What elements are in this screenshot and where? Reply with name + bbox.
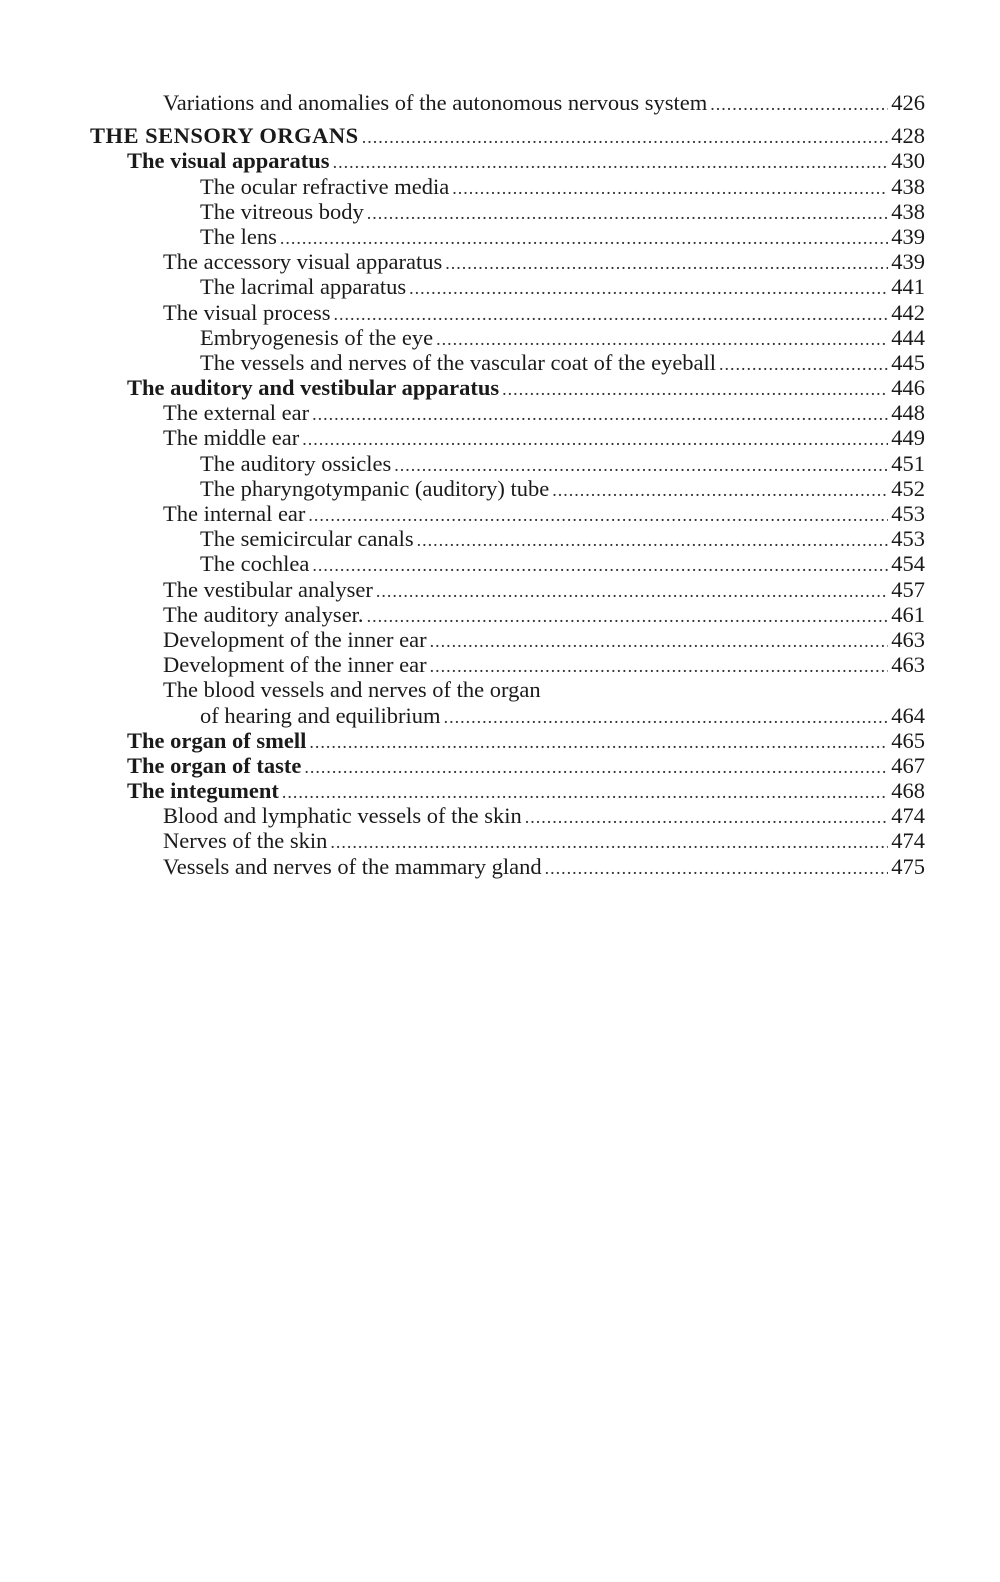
toc-entry-title: The organ of smell — [127, 727, 307, 753]
toc-entry — [0, 602, 1000, 627]
toc-entry-page-number: 463 — [891, 652, 925, 678]
toc-entry-page-number: 451 — [891, 450, 925, 476]
dot-leader — [430, 654, 888, 679]
toc-entry-page-number: 453 — [891, 526, 925, 552]
toc-entry-page-number: 463 — [891, 626, 925, 652]
dot-leader — [367, 604, 888, 629]
toc-entry-title: Nerves of the skin — [163, 828, 328, 854]
toc-entry — [0, 703, 1000, 728]
toc-entry — [0, 350, 1000, 375]
toc-entry-title: The internal ear — [163, 501, 306, 526]
toc-entry — [0, 551, 1000, 576]
toc-entry-page-number: 442 — [891, 299, 925, 325]
dot-leader — [280, 226, 888, 251]
toc-entry-page-number: 454 — [891, 551, 925, 577]
toc-entry-page-number: 475 — [891, 853, 925, 879]
toc-entry — [0, 577, 1000, 602]
toc-entry — [0, 123, 1000, 148]
dot-leader — [436, 327, 888, 352]
toc-entry — [0, 476, 1000, 501]
toc-entry-page-number: 465 — [891, 727, 925, 753]
dot-leader — [362, 125, 888, 150]
dot-leader — [312, 553, 888, 578]
toc-entry — [0, 199, 1000, 224]
toc-entry-page-number: 439 — [891, 249, 925, 275]
dot-leader — [502, 377, 888, 402]
dot-leader — [308, 503, 888, 528]
dot-leader — [430, 629, 888, 654]
toc-entry-title: of hearing and equilibrium — [200, 702, 441, 728]
toc-entry-title: The external ear — [163, 400, 310, 426]
toc-entry-page-number: 439 — [891, 223, 925, 249]
toc-entry-title: THE SENSORY ORGANS — [90, 123, 359, 149]
toc-entry-page-number: 438 — [891, 173, 925, 199]
toc-entry — [0, 274, 1000, 299]
toc-entry — [0, 174, 1000, 199]
dot-leader — [552, 478, 888, 503]
toc-entry-title: The lacrimal apparatus — [200, 274, 407, 300]
toc-entry-title: The vessels and nerves of the vascular coat of the eyeball — [200, 349, 717, 375]
toc-entry-title: The accessory visual apparatus — [163, 249, 443, 275]
toc-entry — [0, 325, 1000, 350]
dot-leader — [394, 453, 888, 478]
toc-entry — [0, 501, 1000, 526]
dot-leader — [330, 830, 888, 855]
toc-entry-title: The organ of taste — [127, 752, 302, 778]
dot-leader — [302, 427, 888, 452]
toc-entry-title: Blood and lymphatic vessels of the skin — [163, 803, 522, 829]
toc-entry — [0, 652, 1000, 677]
toc-entry — [0, 148, 1000, 173]
toc-entry — [0, 803, 1000, 828]
toc-entry-page-number: 448 — [891, 400, 925, 426]
toc-entry-title: The blood vessels and nerves of the organ — [163, 677, 541, 703]
toc-entry-page-number: 474 — [891, 803, 925, 829]
dot-leader — [417, 528, 888, 553]
toc-entry — [0, 90, 1000, 115]
toc-entry — [0, 854, 1000, 879]
toc-entry-title: The visual process — [163, 299, 331, 325]
toc-entry-title: The auditory ossicles — [200, 450, 392, 476]
toc-entry — [0, 249, 1000, 274]
toc-entry — [0, 526, 1000, 551]
toc-entry-page-number: 474 — [891, 828, 925, 854]
toc-entry-title: The lens — [200, 223, 277, 249]
toc-entry-page-number: 445 — [891, 349, 925, 375]
toc-entry — [0, 828, 1000, 853]
toc-entry-title: The pharyngotympanic (auditory) tube — [200, 475, 550, 501]
dot-leader — [409, 276, 888, 301]
toc-entry-title: The vitreous body — [200, 198, 364, 224]
toc-entry-title: Vessels and nerves of the mammary gland — [163, 853, 542, 879]
toc-entry-page-number: 457 — [891, 576, 925, 602]
dot-leader — [312, 402, 888, 427]
dot-leader — [719, 352, 888, 377]
dot-leader — [309, 730, 888, 755]
dot-leader — [444, 705, 888, 730]
toc-entry — [0, 728, 1000, 753]
toc-entry-title: The visual apparatus — [127, 148, 330, 174]
dot-leader — [710, 92, 888, 117]
toc-entry-page-number: 438 — [891, 198, 925, 224]
toc-entry-title: The vestibular analyser — [163, 576, 373, 602]
toc-entry-page-number: 468 — [891, 778, 925, 804]
toc-entry-title: Development of the inner ear — [163, 626, 427, 652]
dot-leader — [445, 251, 888, 276]
toc-entry-title: The auditory analyser. — [163, 601, 364, 627]
toc-entry — [0, 451, 1000, 476]
dot-leader — [525, 805, 888, 830]
dot-leader — [333, 302, 888, 327]
dot-leader — [367, 201, 888, 226]
toc-entry-title: The integument — [127, 778, 279, 804]
toc-entry — [0, 627, 1000, 652]
toc-entry-page-number: 467 — [891, 752, 925, 778]
toc-entry-title: The cochlea — [200, 551, 310, 577]
toc-entry-page-number: 453 — [891, 501, 925, 526]
toc-entry-page-number: 461 — [891, 601, 925, 627]
toc-entry-page-number: 449 — [891, 425, 925, 451]
toc-entry — [0, 753, 1000, 778]
toc-entry — [0, 677, 1000, 702]
toc-entry-title: The semicircular canals — [200, 526, 414, 552]
toc-entry-page-number: 464 — [891, 702, 925, 728]
toc-entry — [0, 224, 1000, 249]
table-of-contents — [0, 90, 1000, 879]
toc-entry-page-number: 444 — [891, 324, 925, 350]
dot-leader — [282, 780, 888, 805]
toc-entry-title: The ocular refractive media — [200, 173, 450, 199]
toc-entry-title: The middle ear — [163, 425, 300, 451]
toc-entry-title: Development of the inner ear — [163, 652, 427, 678]
dot-leader — [333, 150, 888, 175]
toc-entry-page-number: 441 — [891, 274, 925, 300]
toc-entry — [0, 778, 1000, 803]
dot-leader — [452, 176, 888, 201]
toc-entry — [0, 425, 1000, 450]
toc-entry-page-number: 428 — [891, 123, 925, 149]
toc-entry-title: Variations and anomalies of the autonomous nervous system — [163, 90, 708, 115]
dot-leader — [304, 755, 888, 780]
toc-entry — [0, 400, 1000, 425]
toc-entry — [0, 300, 1000, 325]
toc-entry-title: Embryogenesis of the eye — [200, 324, 434, 350]
toc-entry-page-number: 426 — [891, 90, 925, 115]
toc-entry-page-number: 446 — [891, 375, 925, 401]
toc-entry-page-number: 452 — [891, 475, 925, 501]
dot-leader — [376, 579, 888, 604]
dot-leader — [545, 856, 888, 881]
toc-entry — [0, 375, 1000, 400]
toc-entry-title: The auditory and vestibular apparatus — [127, 375, 500, 401]
toc-entry-page-number: 430 — [891, 148, 925, 174]
